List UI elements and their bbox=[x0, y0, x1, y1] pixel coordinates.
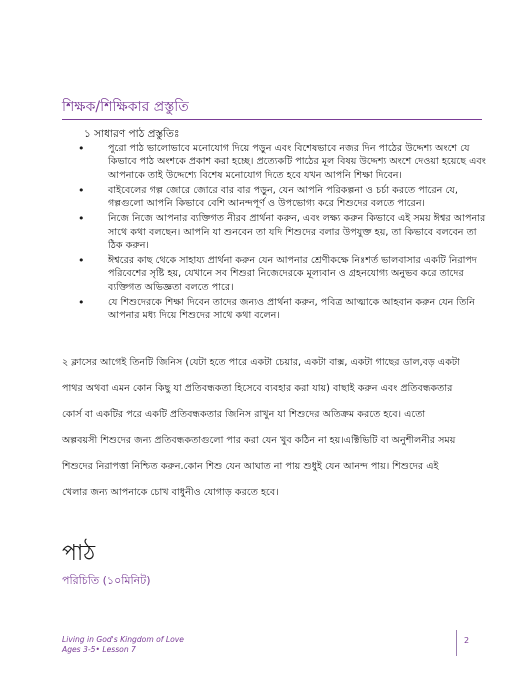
paragraph-line: ২ ক্লাসের আগেই তিনটি জিনিস (যেটা হতে পারে একটা চেয়ার, একটা বাক্স, একটা গাছের ডাল,বড় একটা bbox=[62, 357, 460, 368]
bullet-text: নিজে নিজে আপনার ব্যক্তিগত নীরব প্রার্থনা করুন, এবং লক্ষ্য করুন কিভাবে এই সময় ঈশ্বর আপনার সাথে কথা বলছেন। আপনি যা শুনবেন তা যদি শিশুদের বলার উপযুক্ত হয়, তা কিভাবে বলবেন তা ঠিক করুন। bbox=[108, 213, 486, 252]
list-item bbox=[78, 184, 488, 211]
bullet-icon: • bbox=[78, 295, 85, 309]
bullet-text: পুরো পাঠ ভালোভাবে মনোযোগ দিয়ে পড়ুন এবং বিশেষভাবে নজর দিন পাঠের উদ্দেশ্য অংশে যে কিভাবে পাঠ অংশকে প্রকাশ করা হচ্ছে। প্রত্যেকটি পাঠের মূল বিষয় উদ্দেশ্য অংশে দেওয়া হয়েছে এবং আপনাকে তাই উদ্দেশ্যে বিশেষ মনোযোগ দিতে হবে যখন আপনি শিক্ষা দিবেন। bbox=[108, 143, 486, 181]
list-item bbox=[78, 212, 488, 252]
bullet-text: বাইবেলের গল্প জোরে জোরে বার বার পড়ুন, যেন আপনি পরিকল্পনা ও চর্চা করতে পারেন যে, গল্পগুলো আপনি কিভাবে বেশি আনন্দপূর্ণ ও উপভোগ্য করে শিশুদের বলতে পারেন। bbox=[108, 184, 458, 210]
paragraph-line: কোর্স বা একটির পরে একটি প্রতিবন্ধকতার জিনিস রাখুন যা শিশুদের অতিক্রম করতে হবে। এতো bbox=[62, 409, 426, 420]
bullet-icon: • bbox=[78, 254, 85, 268]
lesson-heading: পাঠ bbox=[62, 541, 96, 566]
prep-bullet-list bbox=[78, 142, 488, 324]
bullet-icon: • bbox=[78, 212, 85, 226]
paragraph-line: পাথর অথবা এমন কোন কিছু যা প্রতিবন্ধকতা হিসেবে ব্যবহার করা যায়) বাছাই করুন এবং প্রতিবন্ধকতার bbox=[62, 383, 453, 394]
paragraph-line: শিশুদের নিরাপত্তা নিশ্চিত করুন.কোন শিশু যেন আঘাত না পায় শুধুই যেন আনন্দ পায়। শিশুদের এই bbox=[62, 461, 439, 472]
list-item bbox=[78, 254, 488, 294]
bullet-icon: • bbox=[78, 183, 85, 197]
sub-heading-general-prep: ১ সাধারণ পাঠ প্রস্তুতিঃ bbox=[84, 128, 180, 140]
list-item bbox=[78, 296, 488, 323]
footer-line-1: Living in God's Kingdom of Love bbox=[62, 635, 184, 644]
paragraph-line: খেলার জন্য আপনাকে চোখ বাধুনীও যোগাড় করতে হবে। bbox=[62, 487, 279, 498]
bullet-icon: • bbox=[78, 142, 85, 155]
intro-subheading: পরিচিতি (১০মিনিট) bbox=[62, 574, 151, 587]
bullet-text: যে শিশুদেরকে শিক্ষা দিবেন তাদের জন্যও প্রার্থনা করুন, পবিত্র আত্মাকে আহবান করুন যেন তিনি আপনার মধ্য দিয়ে শিশুদের সাথে কথা বলেন। bbox=[108, 296, 475, 322]
page-number: 2 bbox=[464, 636, 470, 645]
footer-title bbox=[62, 635, 184, 655]
obstacle-paragraph bbox=[62, 354, 474, 510]
section-title: শিক্ষক/শিক্ষিকার প্রস্তুতি bbox=[62, 98, 482, 120]
list-item bbox=[78, 142, 488, 182]
paragraph-line: অল্পবয়সী শিশুদের জন্য প্রতিবন্ধকতাগুলো পার করা যেন খুব কঠিন না হয়।এক্টিভিটি বা অনুশীলনীর সময় bbox=[62, 435, 456, 446]
footer-divider bbox=[456, 630, 457, 656]
footer-line-2: Ages 3-5• Lesson 7 bbox=[62, 645, 136, 654]
bullet-text: ঈশ্বরের কাছ থেকে সাহায্য প্রার্থনা করুন যেন আপনার শ্রেণীকক্ষে নিঃশর্ত ভালবাসার একটি নিরাপদ পরিবেশের সৃষ্টি হয়, যেখানে সব শিশুরা নিজেদেরকে মূল্যবান ও গ্রহনযোগ্য অনুভব করে তাদের ব্যক্তিগত অভিজ্ঞতা বলতে পারে। bbox=[108, 255, 477, 293]
